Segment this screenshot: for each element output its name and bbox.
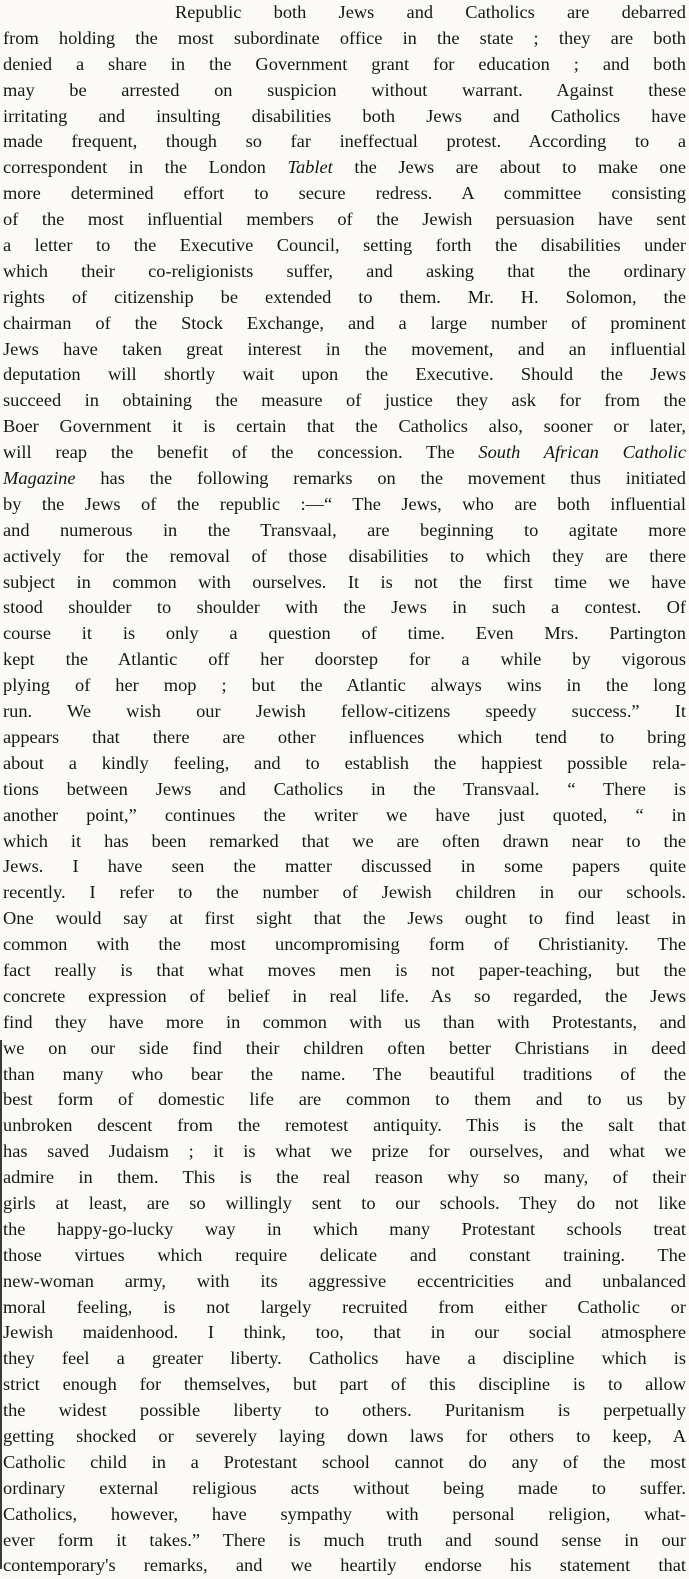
text-line <box>3 285 686 311</box>
text-run: Catholic child in a Protestant school cannot do any of the most <box>3 1451 686 1472</box>
text-run: tions between Jews and Catholics in the Transvaal. “ There is <box>3 778 686 799</box>
text-run: Catholics, however, have sympathy with personal religion, what- <box>3 1503 686 1524</box>
text-line <box>3 1139 686 1165</box>
text-run: admire in them. This is the real reason why so many, of their <box>3 1167 686 1188</box>
text-run: than many who bear the name. The beautiful traditions of the <box>3 1063 686 1084</box>
text-line <box>3 181 686 207</box>
text-line <box>3 259 686 285</box>
text-run: common with the most uncompromising form of Christianity. The <box>3 934 686 955</box>
text-line <box>3 958 686 984</box>
text-line <box>3 233 686 259</box>
text-line <box>3 1450 686 1476</box>
text-line <box>3 129 686 155</box>
text-run: which their co-religionists suffer, and asking that the ordinary <box>3 260 686 281</box>
text-line <box>3 414 686 440</box>
text-line <box>3 1346 686 1372</box>
text-run: strict enough for themselves, but part of this discipline is to allow <box>3 1374 686 1395</box>
text-run: moral feeling, is not largely recruited from either Catholic or <box>3 1296 686 1317</box>
text-run: new-woman army, with its aggressive eccentricities and unbalanced <box>3 1270 686 1291</box>
text-run: getting shocked or severely laying down laws for others to keep, A <box>3 1425 686 1446</box>
text-run: and numerous in the Transvaal, are beginning to agitate more <box>3 519 686 540</box>
text-run: best form of domestic life are common to them and to us by <box>3 1089 686 1110</box>
text-run: Jews have taken great interest in the movement, and an influential <box>3 338 686 359</box>
text-line <box>3 751 686 777</box>
text-line <box>3 311 686 337</box>
text-line <box>3 647 686 673</box>
text-line <box>3 155 686 181</box>
text-line <box>3 1191 686 1217</box>
text-run: those virtues which require delicate and constant training. The <box>3 1244 686 1265</box>
text-run: the happy-go-lucky way in which many Protestant schools treat <box>3 1218 686 1239</box>
column-rule <box>0 1040 2 1569</box>
text-run: the Jews are about to make one <box>332 157 686 178</box>
text-line <box>3 78 686 104</box>
text-line <box>3 854 686 880</box>
article-text <box>3 0 686 1579</box>
text-line <box>3 52 686 78</box>
text-run: from holding the most subordinate office in the state ; they are both <box>3 27 686 48</box>
text-line <box>3 1243 686 1269</box>
text-run: has saved Judaism ; it is what we prize for ourselves, and what we <box>3 1141 686 1162</box>
text-run: plying of her mop ; but the Atlantic always wins in the long <box>3 675 686 696</box>
text-run: contemporary's remarks, and we heartily endorse his statement that <box>3 1555 686 1576</box>
text-run: unbroken descent from the remotest antiquity. This is the salt that <box>3 1115 686 1136</box>
text-line <box>3 699 686 725</box>
text-run: they feel a greater liberty. Catholics have a discipline which is <box>3 1348 686 1369</box>
text-line <box>3 104 686 130</box>
italic-title: Tablet <box>287 157 333 178</box>
text-run: another point,” continues the writer we have just quoted, “ in <box>3 804 686 825</box>
text-line <box>3 1165 686 1191</box>
text-run: stood shoulder to shoulder with the Jews in such a contest. Of <box>3 597 686 618</box>
text-line <box>3 26 686 52</box>
text-run: find they have more in common with us than with Protestants, and <box>3 1011 686 1032</box>
text-line <box>3 1476 686 1502</box>
text-line <box>3 1010 686 1036</box>
text-line <box>3 1113 686 1139</box>
text-run: subject in common with ourselves. It is not the first time we have <box>3 571 686 592</box>
italic-title: South African Catholic <box>478 442 686 463</box>
text-line <box>3 1320 686 1346</box>
text-line <box>3 1553 686 1579</box>
text-run: Jewish maidenhood. I think, too, that in our social atmosphere <box>3 1322 686 1343</box>
text-run: we on our side find their children often better Christians in deed <box>3 1037 686 1058</box>
text-run: concrete expression of belief in real life. As so regarded, the Jews <box>3 985 686 1006</box>
text-run: rights of citizenship be extended to them. Mr. H. Solomon, the <box>3 286 686 307</box>
text-run: course it is only a question of time. Even Mrs. Partington <box>3 623 686 644</box>
text-line <box>3 544 686 570</box>
text-run: Boer Government it is certain that the Catholics also, sooner or later, <box>3 416 686 437</box>
text-run: the widest possible liberty to others. Puritanism is perpetually <box>3 1400 686 1421</box>
text-run: of the most influential members of the Jewish persuasion have sent <box>3 209 686 230</box>
text-run: run. We wish our Jewish fellow-citizens speedy success.” It <box>3 701 686 722</box>
text-line <box>3 0 686 26</box>
text-line <box>3 1398 686 1424</box>
text-run: made frequent, though so far ineffectual protest. According to a <box>3 131 686 152</box>
text-run: will reap the benefit of the concession. The <box>3 442 479 463</box>
text-line <box>3 1502 686 1528</box>
text-run: denied a share in the Government grant for education ; and both <box>3 53 686 74</box>
text-run: which it has been remarked that we are often drawn near to the <box>3 830 686 851</box>
text-line <box>3 803 686 829</box>
text-run: appears that there are other influences which tend to bring <box>3 726 686 747</box>
text-run: by the Jews of the republic :—“ The Jews, who are both influential <box>3 493 686 514</box>
text-line <box>3 1295 686 1321</box>
text-run: succeed in obtaining the measure of justice they ask for from the <box>3 390 686 411</box>
text-line <box>3 725 686 751</box>
text-line <box>3 466 686 492</box>
text-line <box>3 362 686 388</box>
text-line <box>3 595 686 621</box>
text-line <box>3 777 686 803</box>
text-run: One would say at first sight that the Jews ought to find least in <box>3 908 686 929</box>
text-line <box>3 1217 686 1243</box>
text-run: kept the Atlantic off her doorstep for a while by vigorous <box>3 649 686 670</box>
text-run: has the following remarks on the movement thus initiated <box>75 468 686 489</box>
text-run: chairman of the Stock Exchange, and a large number of prominent <box>3 312 686 333</box>
text-run: deputation will shortly wait upon the Executive. Should the Jews <box>3 364 686 385</box>
text-line <box>3 829 686 855</box>
text-line <box>3 518 686 544</box>
text-line <box>3 673 686 699</box>
text-line <box>3 932 686 958</box>
text-run: more determined effort to secure redress. A committee consisting <box>3 183 686 204</box>
text-run: irritating and insulting disabilities both Jews and Catholics have <box>3 105 686 126</box>
text-line <box>3 880 686 906</box>
text-line <box>3 1062 686 1088</box>
text-run: a letter to the Executive Council, setting forth the disabilities under <box>3 235 686 256</box>
text-line <box>3 570 686 596</box>
text-run: recently. I refer to the number of Jewish children in our schools. <box>3 882 686 903</box>
text-run: about a kindly feeling, and to establish the happiest possible rela- <box>3 752 686 773</box>
text-line <box>3 1087 686 1113</box>
text-run: may be arrested on suspicion without warrant. Against these <box>3 79 686 100</box>
text-line <box>3 1372 686 1398</box>
text-line <box>3 621 686 647</box>
text-run: correspondent in the London <box>3 157 288 178</box>
text-line <box>3 388 686 414</box>
text-line <box>3 492 686 518</box>
text-run: Republic both Jews and Catholics are debarred <box>175 2 686 22</box>
text-line <box>3 1036 686 1062</box>
text-line <box>3 440 686 466</box>
text-run: ordinary external religious acts without being made to suffer. <box>3 1477 686 1498</box>
text-run: girls at least, are so willingly sent to our schools. They do not like <box>3 1192 686 1213</box>
text-run: Jews. I have seen the matter discussed in some papers quite <box>3 856 686 877</box>
text-run: ever form it takes.” There is much truth and sound sense in our <box>3 1529 686 1550</box>
text-line <box>3 1424 686 1450</box>
text-run: actively for the removal of those disabilities to which they are there <box>3 545 686 566</box>
text-line <box>3 984 686 1010</box>
italic-title: Magazine <box>3 468 76 489</box>
text-line <box>3 1269 686 1295</box>
text-line <box>3 1528 686 1554</box>
text-run: fact really is that what moves men is not paper-teaching, but the <box>3 959 686 980</box>
text-line <box>3 337 686 363</box>
text-line <box>3 207 686 233</box>
text-line <box>3 906 686 932</box>
